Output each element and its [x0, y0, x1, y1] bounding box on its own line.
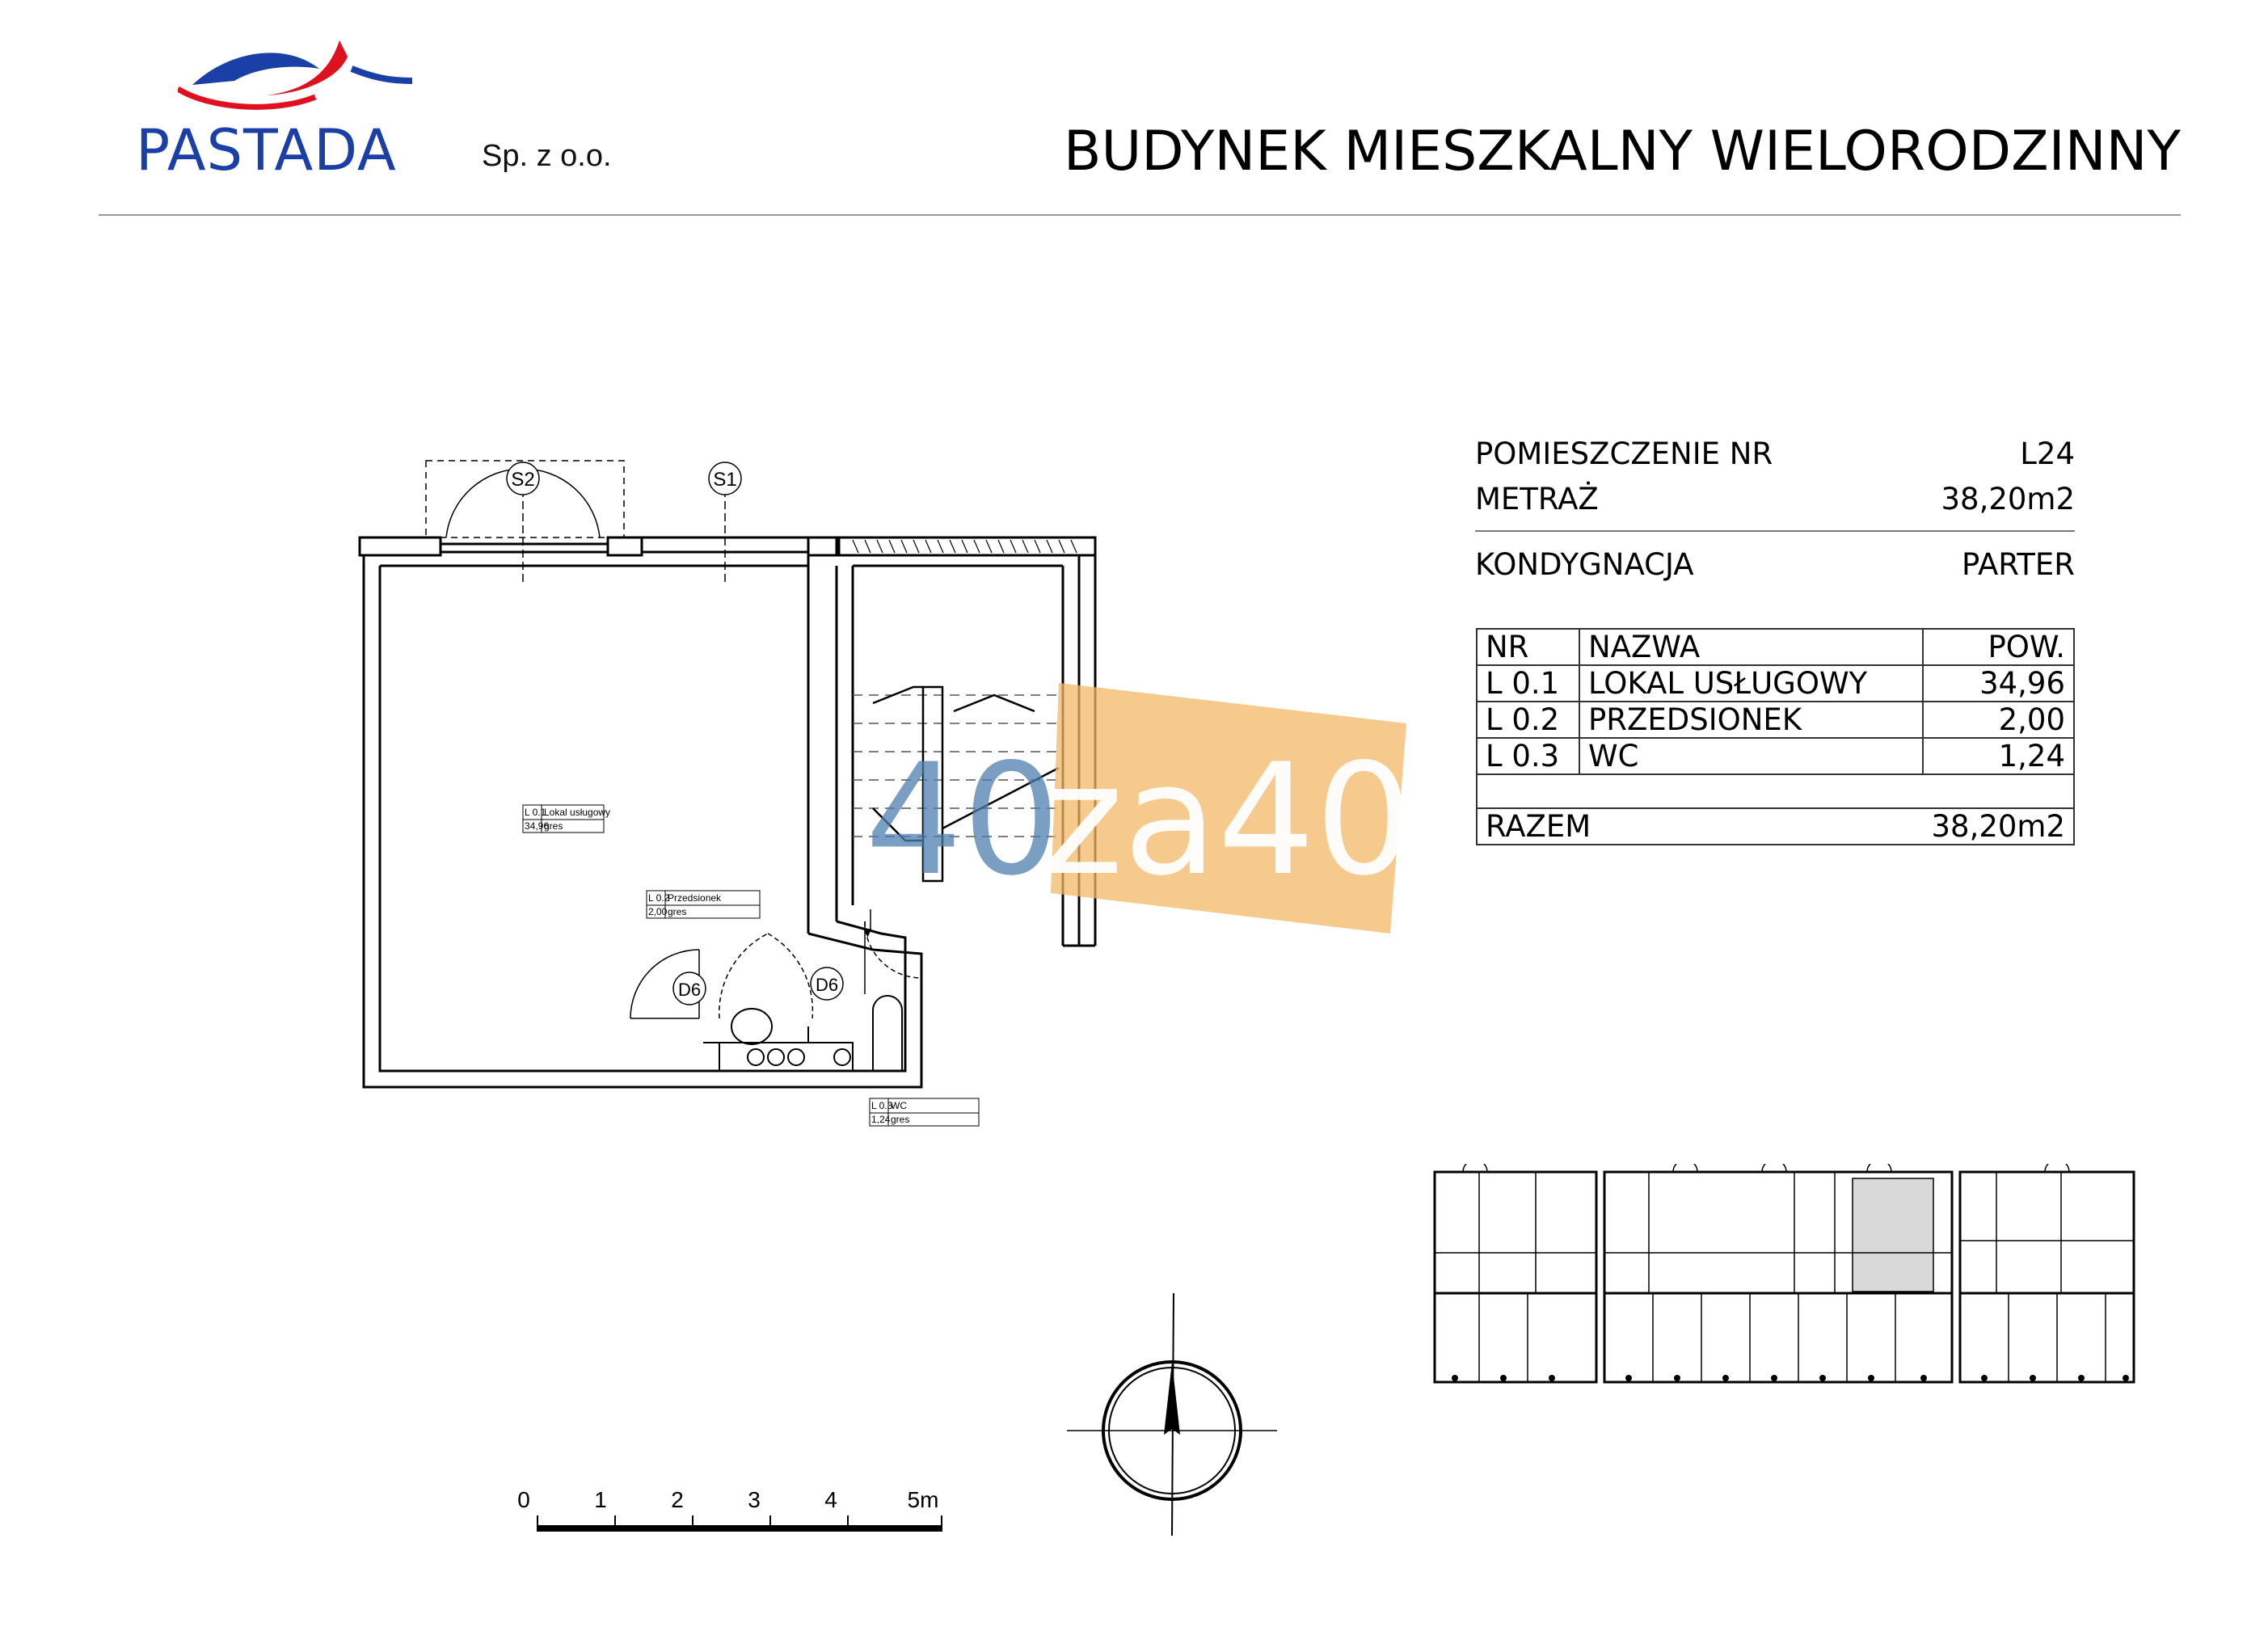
area-label: METRAŻ: [1475, 482, 1599, 516]
row-name: PRZEDSIONEK: [1579, 702, 1923, 738]
row-nr: L 0.2: [1477, 702, 1579, 738]
header-area: POW.: [1923, 629, 2074, 665]
room3-area: 1,24: [871, 1114, 891, 1125]
row-name: LOKAL USŁUGOWY: [1579, 665, 1923, 702]
room1-name: Lokal usługowy: [544, 807, 611, 818]
room2-nr: L 0.2: [648, 892, 670, 904]
header-divider: [99, 214, 2181, 216]
room3-nr: L 0.3: [871, 1100, 893, 1111]
company-logo-text: PASTADA: [136, 117, 397, 183]
watermark-logo: [857, 675, 1423, 942]
north-arrow-icon: [1067, 1293, 1277, 1536]
room-number-label: POMIESZCZENIE NR: [1475, 436, 1773, 471]
total-label: RAZEM: [1477, 808, 1923, 845]
info-divider: [1475, 530, 2075, 532]
company-suffix: Sp. z o.o.: [482, 139, 612, 173]
room-area-table: [1476, 628, 2075, 845]
table-spacer-row: [1477, 774, 2074, 808]
row-nr: L 0.1: [1477, 665, 1579, 702]
watermark-left-text: 40: [865, 731, 1060, 909]
row-name: WC: [1579, 738, 1923, 774]
company-logo-swoosh-icon: [178, 32, 420, 121]
area-value: 38,20m2: [1941, 482, 2075, 516]
header-nr: NR: [1477, 629, 1579, 665]
watermark-right-text: za40: [1043, 731, 1413, 909]
room1-nr: L 0.1: [525, 807, 546, 818]
site-key-plan: [1431, 1164, 2158, 1390]
floor-value: PARTER: [1962, 547, 2075, 582]
scale-tick-label: 1: [594, 1487, 607, 1512]
table-total-row: [1477, 808, 2074, 845]
window-s1-label: S1: [713, 469, 737, 491]
door-d6-label: D6: [677, 980, 702, 1000]
room2-floor: gres: [668, 906, 687, 917]
room2-area: 2,00: [648, 906, 668, 917]
row-area: 2,00: [1923, 702, 2074, 738]
room1-floor: gres: [544, 820, 563, 832]
row-area: 1,24: [1923, 738, 2074, 774]
door-d6-label: D6: [815, 975, 839, 995]
table-row: [1477, 702, 2074, 738]
scale-bar: [517, 1483, 954, 1540]
window-s2-label: S2: [511, 469, 535, 491]
table-row: [1477, 738, 2074, 774]
document-title: BUDYNEK MIESZKALNY WIELORODZINNY: [1063, 120, 2181, 183]
row-area: 34,96: [1923, 665, 2074, 702]
scale-tick-label: 5m: [907, 1487, 939, 1512]
room-number-value: L24: [2020, 436, 2075, 471]
scale-tick-label: 4: [824, 1487, 837, 1512]
total-value: 38,20m2: [1923, 808, 2074, 845]
table-row: [1477, 665, 2074, 702]
scale-tick-label: 3: [748, 1487, 761, 1512]
room1-area: 34,96: [525, 820, 550, 832]
floor-label: KONDYGNACJA: [1475, 547, 1694, 582]
scale-tick-label: 0: [517, 1487, 530, 1512]
room3-name: WC: [891, 1100, 907, 1111]
row-nr: L 0.3: [1477, 738, 1579, 774]
room2-name: Przedsionek: [668, 892, 722, 904]
scale-tick-label: 2: [671, 1487, 684, 1512]
table-header-row: [1477, 629, 2074, 665]
room3-floor: gres: [891, 1114, 910, 1125]
header-name: NAZWA: [1579, 629, 1923, 665]
